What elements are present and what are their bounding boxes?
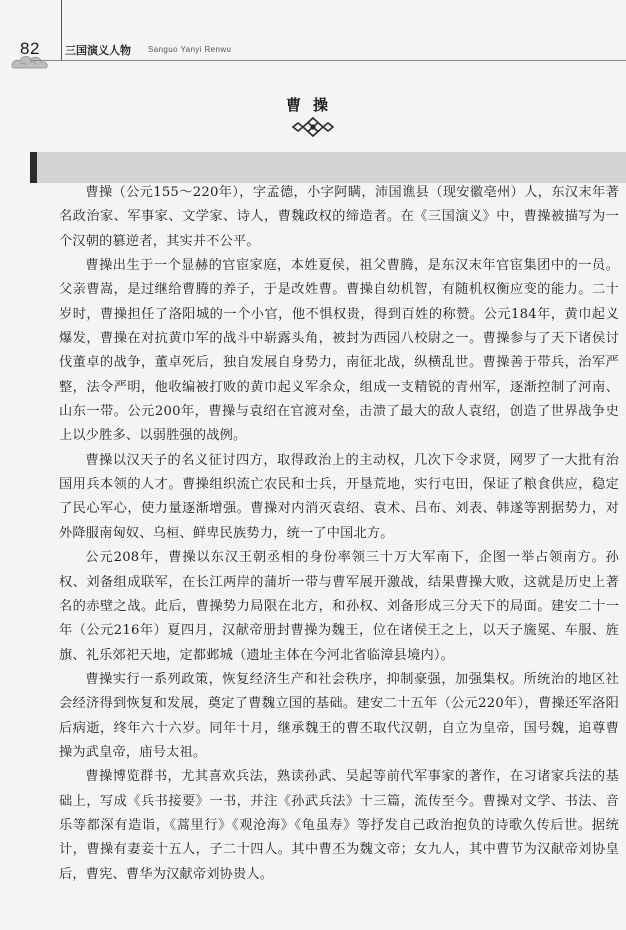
header-vertical-rule: [61, 0, 62, 60]
header-rule: [30, 60, 626, 61]
paragraph: 曹操博览群书，尤其喜欢兵法，熟读孙武、吴起等前代军事家的著作，在习诸家兵法的基础上，写成《兵书接要》一书，并注《孙武兵法》十三篇，流传至今。曹操对文学、书法、音乐等都深有造诣，《蒿里行》《观沧海》《龟虽寿》等抒发自己政治抱负的诗歌久传后世。据统计，曹操有妻妾十五人，子二十四人。其中曹丕为魏文帝；女九人，其中曹节为汉献帝刘协皇后，曹宪、曹华为汉献帝刘协贵人。: [59, 769, 619, 882]
paragraph: 曹操（公元155～220年），字孟德，小字阿瞒，沛国谯县（现安徽亳州）人，东汉末年著名政治家、军事家、文学家、诗人，曹魏政权的缔造者。在《三国演义》中，曹操被描写为一个汉朝的篡逆者，其实并不公平。: [59, 185, 619, 249]
section-band-accent: [30, 152, 37, 183]
book-title-pinyin: Sanguo Yanyi Renwu: [148, 45, 232, 54]
article-body: [59, 181, 619, 887]
paragraph: 曹操实行一系列政策，恢复经济生产和社会秩序，抑制豪强，加强集权。所统治的地区社会经济得到恢复和发展，奠定了曹魏立国的基础。建安二十五年（公元220年），曹操还军洛阳后病逝，终年六十六岁。同年十月，继承魏王的曹丕取代汉朝，自立为皇帝，国号魏，追尊曹操为武皇帝，庙号太祖。: [59, 671, 619, 760]
page-number: 82: [20, 39, 40, 58]
chapter-title: 曹操: [285, 96, 340, 114]
paragraph: 曹操以汉天子的名义征讨四方，取得政治上的主动权，几次下令求贤，网罗了一大批有治国用兵本领的人才。曹操组织流亡农民和士兵，开垦荒地，实行屯田，保证了粮食供应，稳定了民心军心，使力量逐渐增强。曹操对内消灭袁绍、袁术、吕布、刘表、韩遂等割据势力，对外降服南匈奴、乌桓、鲜卑民族势力，统一了中国北方。: [59, 452, 619, 541]
page-header: [0, 0, 626, 95]
knot-ornament-icon: [290, 116, 336, 138]
paragraph: 曹操出生于一个显赫的官宦家庭，本姓夏侯，祖父曹腾，是东汉末年官宦集团中的一员。父亲曹嵩，是过继给曹腾的养子，于是改姓曹。曹操自幼机智，有随机权衡应变的能力。二十岁时，曹操担任了洛阳城的一个小官，他不惧权贵，得到百姓的称赞。公元184年，黄巾起义爆发，曹操在对抗黄巾军的战斗中崭露头角，被封为西园八校尉之一。曹操参与了天下诸侯讨伐董卓的战争，董卓死后，独自发展自身势力，南征北战，纵横乱世。曹操善于带兵，治军严整，法令严明，他收编被打败的黄巾起义军余众，组成一支精锐的青州军，逐渐控制了河南、山东一带。公元200年，曹操与袁绍在官渡对垒，击溃了最大的敌人袁绍，创造了世界战争史上以少胜多、以弱胜强的战例。: [59, 258, 619, 444]
paragraph: 公元208年，曹操以东汉王朝丞相的身份率领三十万大军南下，企图一举占领南方。孙权、刘备组成联军，在长江两岸的蒲圻一带与曹军展开激战，结果曹操大败，这就是历史上著名的赤壁之战。此后，曹操势力局限在北方，和孙权、刘备形成三分天下的局面。建安二十一年（公元216年）夏四月，汉献帝册封曹操为魏王，位在诸侯王之上，以天子旒冕、车服、旌旗、礼乐郊祀天地，定都邺城（遗址主体在今河北省临漳县境内）。: [59, 550, 619, 663]
book-title-chinese: 三国演义人物: [65, 44, 131, 57]
section-band: [30, 152, 626, 183]
